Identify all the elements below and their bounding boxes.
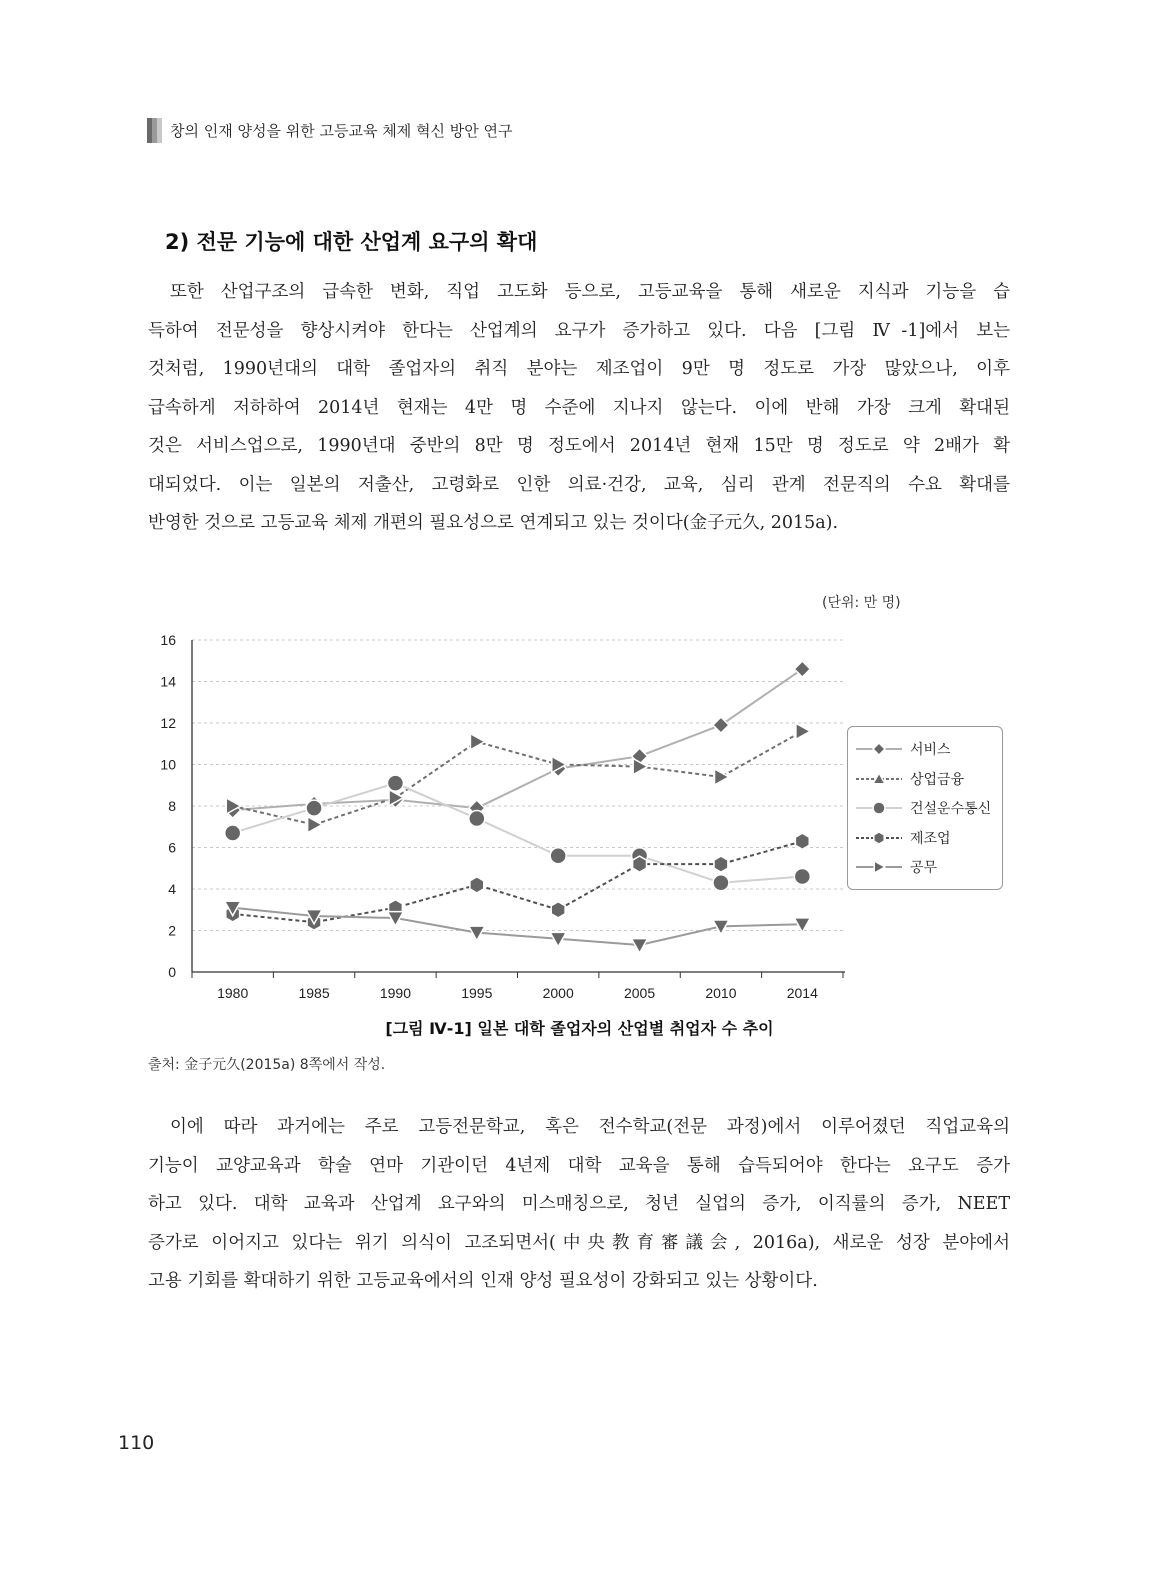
text-line: 증가로 이어지고 있다는 위기 의식이 고조되면서(中央教育審議会, 2016a), 새로운 성장 분야에서 (148, 1232, 1010, 1253)
data-point (470, 877, 484, 893)
x-tick-label: 2010 (705, 985, 737, 1001)
data-point (794, 661, 810, 677)
data-point (308, 817, 322, 833)
legend-item (854, 857, 937, 877)
data-point (713, 717, 729, 733)
header-title: 창의 인재 양성을 위한 고등교육 체제 혁신 방안 연구 (170, 122, 513, 140)
legend-swatch (854, 769, 904, 789)
legend-swatch (854, 857, 904, 877)
figure-caption: [그림 Ⅳ-1] 일본 대학 졸업자의 산업별 취업자 수 추이 (385, 1019, 774, 1038)
legend-label: 건설운수통신 (910, 801, 992, 817)
data-point (794, 869, 810, 885)
page-number: 110 (118, 1432, 155, 1454)
y-tick-label: 12 (160, 715, 176, 731)
chart-legend (847, 726, 1003, 890)
data-point (714, 856, 728, 872)
data-point (469, 810, 485, 826)
legend-swatch (854, 798, 904, 818)
data-point (225, 825, 241, 841)
data-point (715, 769, 729, 785)
x-tick-label: 2000 (542, 985, 574, 1001)
y-tick-label: 16 (160, 632, 176, 648)
unit-label: (단위: 만 명) (822, 595, 901, 611)
legend-label: 상업금융 (910, 771, 965, 788)
text-line: 급속하게 저하하여 2014년 현재는 4만 명 수준에 지나지 않는다. 이에 반해 가장 크게 확대된 (148, 397, 1010, 418)
y-tick-label: 2 (168, 922, 176, 939)
legend-item (854, 798, 991, 818)
y-tick-label: 4 (168, 881, 176, 897)
series-line-1 (233, 669, 803, 810)
text-line: 것은 서비스업으로, 1990년대 중반의 8만 명 정도에서 2014년 현재 15만 명 정도로 약 2배가 확 (148, 436, 1010, 456)
figure-source: 출처: 金子元久(2015a) 8쪽에서 작성. (148, 1057, 386, 1073)
y-tick-label: 10 (160, 756, 176, 773)
legend-item (854, 739, 951, 759)
data-point (632, 939, 648, 953)
data-point (387, 775, 403, 791)
x-tick-label: 1985 (298, 985, 330, 1001)
data-point (713, 875, 729, 891)
legend-label: 서비스 (910, 742, 951, 758)
data-point (306, 800, 322, 816)
x-tick-label: 1980 (217, 985, 249, 1001)
y-tick-label: 14 (160, 673, 176, 690)
data-point (550, 848, 566, 864)
data-point (796, 723, 810, 739)
section-title: 2) 전문 기능에 대한 산업계 요구의 확대 (165, 230, 538, 254)
y-tick-label: 8 (168, 798, 176, 814)
paragraph-2 (148, 1112, 1010, 1305)
text-line: 기능이 교양교육과 학술 연마 기관이던 4년제 대학 교육을 통해 습득되어야 한다는 요구도 증가 (148, 1155, 1010, 1176)
text-line: 대되었다. 이는 일본의 저출산, 고령화로 인한 의료·건강, 교육, 심리 관계 전문직의 수요 확대를 (148, 474, 1010, 495)
text-line: 이에 따라 과거에는 주로 고등전문학교, 혹은 전수학교(전문 과정)에서 이루어졌던 직업교육의 (170, 1117, 1010, 1137)
text-line: 것처럼, 1990년대의 대학 졸업자의 취직 분야는 제조업이 9만 명 정도로 가장 많았으나, 이후 (148, 359, 1010, 379)
data-point (470, 734, 484, 750)
legend-swatch (854, 828, 904, 848)
y-tick-label: 0 (168, 964, 176, 980)
legend-item (854, 828, 951, 848)
text-line: 득하여 전문성을 향상시켜야 한다는 산업계의 요구가 증가하고 있다. 다음 [그림 Ⅳ-1]에서 보는 (148, 320, 1010, 341)
legend-item (854, 769, 964, 789)
legend-swatch (854, 739, 904, 759)
data-point (633, 856, 647, 872)
x-tick-label: 2014 (786, 985, 818, 1001)
data-point (551, 902, 565, 918)
x-tick-label: 1995 (461, 985, 493, 1001)
x-tick-label: 1990 (379, 985, 412, 1001)
legend-label: 제조업 (910, 830, 951, 847)
text-line: 고용 기회를 확대하기 위한 고등교육에서의 인재 양성 필요성이 강화되고 있는 상황이다. (148, 1271, 818, 1291)
y-tick-label: 6 (168, 839, 176, 856)
legend-label: 공무 (910, 860, 938, 876)
text-line: 반영한 것으로 고등교육 체제 개편의 필요성으로 연계되고 있는 것이다(金子元久, 2015a). (148, 513, 839, 533)
data-point (795, 833, 809, 849)
text-line: 또한 산업구조의 급속한 변화, 직업 고도화 등으로, 고등교육을 통해 새로운 지식과 기능을 습 (170, 282, 1010, 302)
x-tick-label: 2005 (623, 985, 656, 1001)
text-line: 하고 있다. 대학 교육과 산업계 요구와의 미스매칭으로, 청년 실업의 증가, 이직률의 증가, NEET (148, 1194, 1010, 1214)
